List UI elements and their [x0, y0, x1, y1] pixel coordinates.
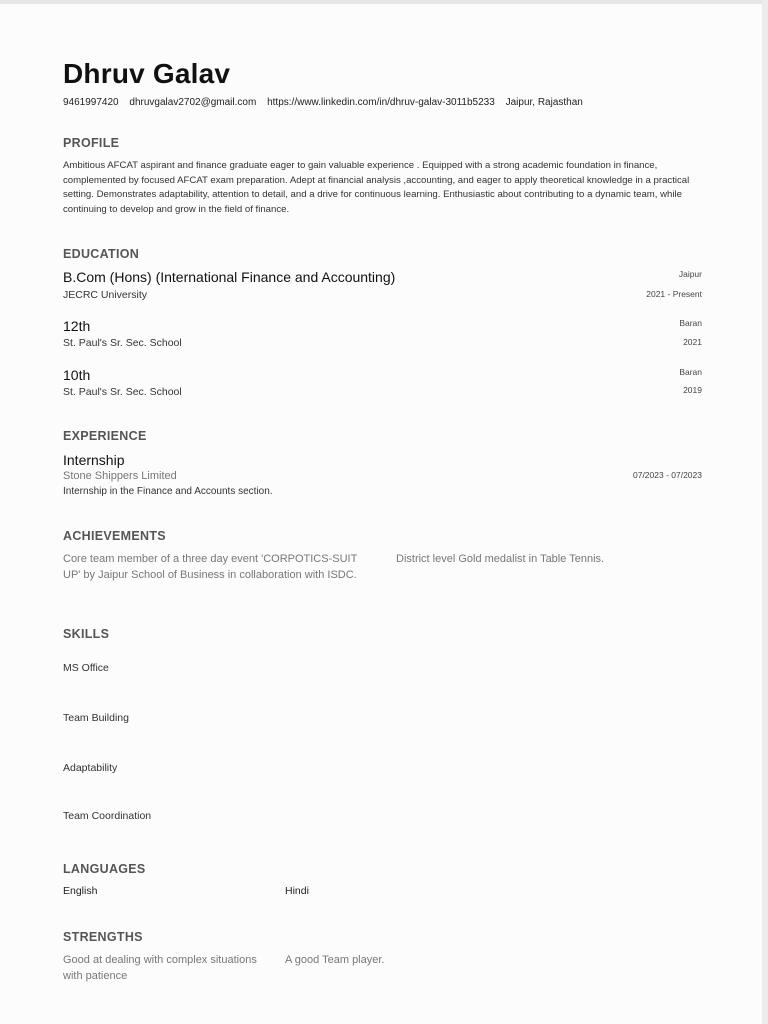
education-location: Baran	[679, 367, 702, 377]
profile-heading: PROFILE	[63, 136, 120, 150]
contact-phone: 9461997420	[63, 97, 119, 108]
profile-text: Ambitious AFCAT aspirant and finance graduate eager to gain valuable experience . Equipped with a strong academic foundation in finance, complemented by focused AFCAT exam preparation. Adept at financial analysis ,accounting, and eager to apply theoretical knowledge in a practical setting. Demonstrates adaptability, attention to detail, and a drive for continuous learning. Enthusiastic about contributing to a dynamic team, while continuing to develop and grow in the field of finance.	[63, 160, 690, 215]
contact-linkedin[interactable]: https://www.linkedin.com/in/dhruv-galav-3011b5233	[267, 97, 495, 108]
achievements-heading: ACHIEVEMENTS	[63, 529, 166, 543]
candidate-name: Dhruv Galav	[63, 58, 231, 89]
page-edge-right	[762, 0, 768, 1024]
languages-heading: LANGUAGES	[63, 862, 146, 876]
page-edge-top	[0, 0, 768, 4]
education-location: Baran	[679, 318, 702, 328]
education-institution: St. Paul's Sr. Sec. School	[63, 386, 182, 398]
experience-heading: EXPERIENCE	[63, 429, 147, 443]
experience-title: Internship	[63, 452, 125, 468]
contact-location: Jaipur, Rajasthan	[505, 97, 583, 108]
skill-item: Adaptability	[63, 762, 118, 774]
education-institution: St. Paul's Sr. Sec. School	[63, 337, 182, 349]
experience-description: Internship in the Finance and Accounts section.	[63, 486, 273, 497]
education-dates: 2021 - Present	[646, 289, 702, 299]
achievement-item: Core team member of a three day event 'CORPOTICS-SUIT UP' by Jaipur School of Business in collaboration with ISDC.	[63, 553, 358, 581]
education-degree: 12th	[63, 318, 91, 334]
education-dates: 2021	[683, 337, 702, 347]
contact-line	[63, 97, 591, 108]
contact-email[interactable]: dhruvgalav2702@gmail.com	[129, 97, 257, 108]
skills-heading: SKILLS	[63, 627, 110, 641]
experience-dates: 07/2023 - 07/2023	[632, 470, 702, 480]
strengths-heading: STRENGTHS	[63, 930, 143, 944]
strength-item: Good at dealing with complex situations with patience	[63, 954, 257, 982]
experience-company: Stone Shippers Limited	[63, 470, 177, 482]
strength-item: A good Team player.	[285, 954, 385, 966]
skill-item: Team Building	[63, 712, 129, 724]
education-location: Jaipur	[678, 269, 702, 279]
language-item: English	[63, 885, 98, 897]
education-heading: EDUCATION	[63, 247, 140, 261]
achievement-item: District level Gold medalist in Table Tennis.	[396, 553, 605, 565]
education-degree: B.Com (Hons) (International Finance and Accounting)	[63, 269, 396, 285]
language-item: Hindi	[285, 885, 309, 897]
education-dates: 2019	[683, 385, 702, 395]
education-degree: 10th	[63, 367, 91, 383]
education-institution: JECRC University	[63, 289, 148, 301]
skill-item: MS Office	[63, 662, 109, 674]
skill-item: Team Coordination	[63, 810, 152, 822]
